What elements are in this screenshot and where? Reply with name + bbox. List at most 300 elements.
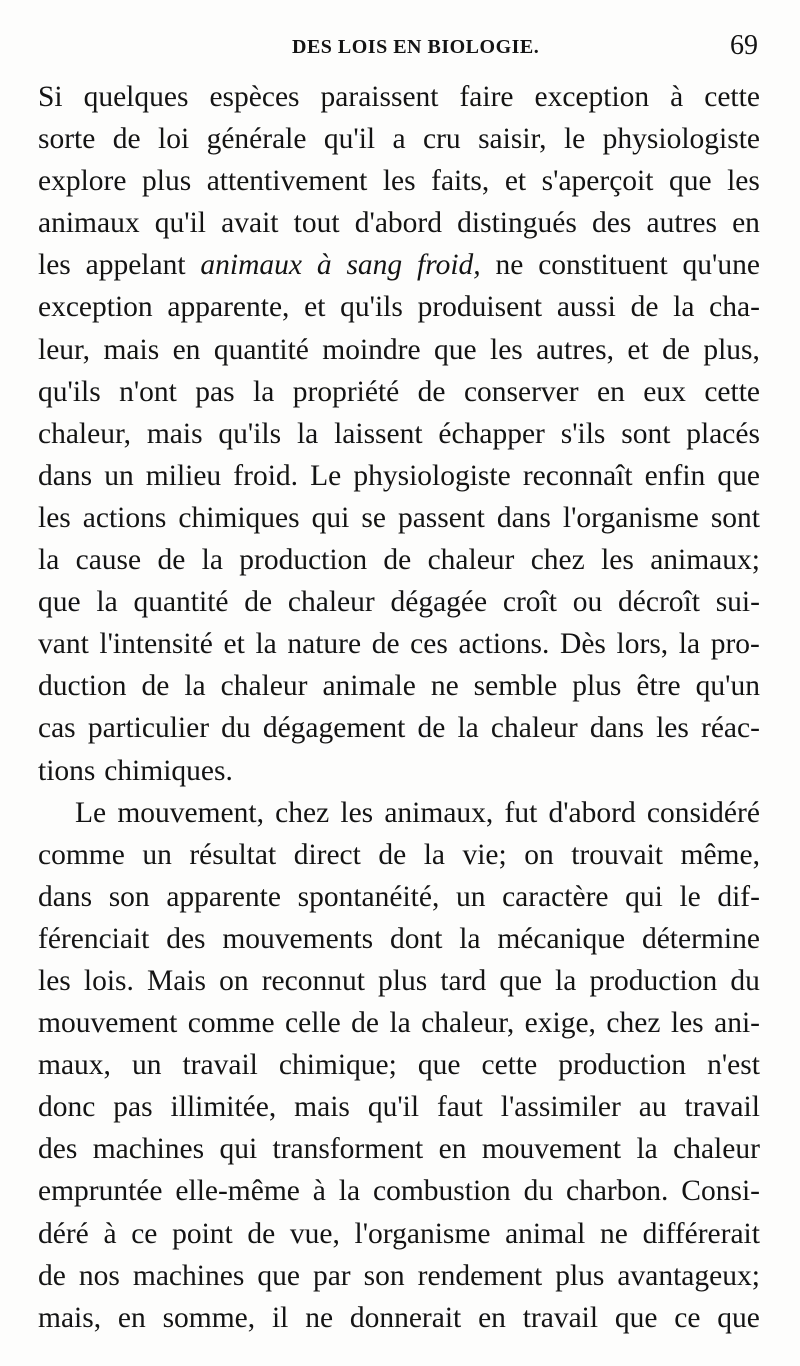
- word: reconnaît: [522, 459, 633, 492]
- word: chimiques.: [104, 754, 233, 787]
- word: a: [392, 123, 406, 156]
- word: de: [378, 838, 407, 871]
- word: qui: [311, 501, 350, 534]
- word: d'abord: [354, 207, 442, 240]
- word: un: [131, 1049, 162, 1082]
- text-line: [38, 455, 760, 497]
- word: la: [459, 922, 481, 955]
- word: animale: [322, 670, 416, 703]
- text-line: [38, 707, 760, 749]
- word: que: [668, 165, 712, 198]
- word: espèces: [209, 81, 300, 113]
- text-line: [38, 834, 760, 876]
- text-line: [38, 665, 760, 707]
- text-line: [38, 623, 760, 665]
- word: les: [727, 165, 760, 198]
- word: qu'il: [323, 123, 376, 156]
- word: chez: [530, 544, 585, 577]
- running-head: DES LOIS EN BIOLOGIE.: [292, 36, 540, 58]
- word: autres: [646, 207, 717, 240]
- word: de: [351, 1007, 380, 1040]
- word: elle-même: [175, 1175, 300, 1208]
- word: dégagée: [390, 586, 488, 619]
- text-line: [38, 497, 760, 539]
- word: la: [253, 375, 275, 408]
- text-line: [38, 371, 760, 413]
- word: mais: [146, 417, 203, 450]
- word: plus: [142, 165, 192, 198]
- word: s'ils: [560, 417, 606, 450]
- word: saisir,: [478, 123, 547, 156]
- word: quelques: [83, 81, 189, 113]
- word: passent: [397, 501, 485, 534]
- word: qu'il: [154, 207, 206, 240]
- word: plus: [572, 670, 622, 703]
- word: explore: [38, 165, 127, 198]
- text-line: [38, 750, 760, 792]
- word: milieu: [145, 459, 222, 492]
- word: mais: [103, 333, 160, 366]
- word: travail: [684, 1091, 760, 1124]
- word: échapper: [438, 417, 545, 450]
- word: caractère: [502, 880, 609, 913]
- text-line: [38, 960, 760, 1002]
- word: la: [457, 712, 479, 745]
- word: de: [383, 544, 412, 577]
- word: vie;: [462, 838, 507, 871]
- word: un: [104, 459, 134, 492]
- word: les: [38, 501, 71, 534]
- word: du: [523, 1175, 554, 1208]
- word: en: [732, 207, 760, 240]
- word: enfin: [644, 459, 706, 492]
- word: plus,: [703, 333, 760, 366]
- word: laissent: [334, 417, 423, 450]
- word: machines: [132, 1259, 245, 1292]
- body-text: [38, 76, 760, 1339]
- word: comme: [187, 1007, 275, 1040]
- page-number: 69: [730, 30, 758, 61]
- word: l'intensité: [99, 628, 213, 661]
- word: de: [371, 628, 400, 661]
- word: que: [417, 1049, 461, 1082]
- word: pro-: [710, 628, 760, 661]
- word: dans: [496, 501, 551, 534]
- word: mouvements: [222, 922, 374, 955]
- word: animaux: [200, 249, 302, 282]
- word: animal: [505, 1217, 586, 1250]
- word: décroît: [618, 586, 700, 619]
- word: ce: [674, 1301, 701, 1334]
- word: ne: [600, 1217, 628, 1250]
- text-line: [38, 876, 760, 918]
- word: en: [172, 333, 201, 366]
- word: la: [678, 628, 701, 661]
- word: des: [591, 207, 632, 240]
- word: la: [296, 417, 319, 450]
- word: être: [636, 670, 681, 703]
- word: fut: [504, 796, 538, 829]
- word: celle: [285, 1007, 341, 1040]
- word: de: [244, 586, 273, 619]
- word: combustion: [373, 1175, 511, 1208]
- word: paraissent: [320, 81, 439, 113]
- text-line: [38, 118, 760, 160]
- word: attentivement: [206, 165, 368, 198]
- word: chaleur: [673, 1133, 760, 1166]
- word: de: [38, 1259, 66, 1292]
- word: les: [490, 333, 523, 366]
- word: particulier: [87, 712, 210, 745]
- text-line: [38, 244, 760, 286]
- word: les: [340, 796, 374, 829]
- word: cas: [38, 712, 76, 745]
- word: et: [504, 165, 527, 198]
- word: chimique;: [278, 1049, 397, 1082]
- word: en: [597, 375, 625, 408]
- text-line: [38, 160, 760, 202]
- word: froid.: [233, 459, 299, 492]
- word: Mais: [147, 964, 206, 997]
- word: transforment: [272, 1133, 424, 1166]
- word: sang: [346, 249, 403, 282]
- word: à: [103, 1217, 117, 1250]
- word: spontanéité,: [297, 880, 440, 913]
- word: à: [312, 1175, 326, 1208]
- word: tions: [38, 754, 96, 787]
- word: chaleur: [490, 712, 578, 745]
- word: que: [614, 1301, 658, 1334]
- word: production: [558, 1049, 687, 1082]
- word: les: [38, 249, 71, 282]
- word: dans: [38, 880, 93, 913]
- word: la: [338, 1175, 361, 1208]
- word: tout: [293, 207, 340, 240]
- word: donc: [38, 1091, 96, 1124]
- word: quantité: [213, 333, 309, 366]
- word: actions.: [458, 628, 550, 661]
- word: dif-: [717, 880, 760, 913]
- word: propriété: [292, 375, 400, 408]
- word: animaux: [38, 207, 140, 240]
- word: actions: [82, 501, 167, 534]
- word: Consi-: [681, 1175, 760, 1208]
- word: machines: [92, 1133, 205, 1166]
- word: cause: [75, 544, 142, 577]
- word: le: [563, 123, 586, 156]
- word: apparente,: [167, 291, 290, 324]
- word: les: [601, 544, 634, 577]
- word: n'est: [707, 1049, 760, 1082]
- text-line: [38, 581, 760, 623]
- word: ces: [410, 628, 448, 661]
- word: à: [316, 249, 332, 282]
- word: la: [255, 628, 277, 661]
- word: de: [157, 544, 186, 577]
- word: un: [142, 838, 172, 871]
- text-line: [38, 1255, 760, 1297]
- word: que: [434, 333, 477, 366]
- word: rendement: [417, 1259, 543, 1292]
- word: par: [312, 1259, 351, 1292]
- word: qu'un: [695, 670, 760, 703]
- text-line: [38, 792, 760, 834]
- word: faire: [459, 81, 514, 113]
- word: chez: [275, 796, 330, 829]
- word: et: [223, 628, 245, 661]
- word: la: [673, 291, 695, 324]
- word: leur,: [38, 333, 91, 366]
- word: de: [112, 123, 141, 156]
- word: la: [201, 544, 223, 577]
- text-line: [38, 1086, 760, 1128]
- word: de: [662, 333, 690, 366]
- word: se: [361, 501, 386, 534]
- word: moindre: [322, 333, 421, 366]
- word: conserver: [463, 375, 579, 408]
- word: qu'ils: [38, 375, 101, 408]
- word: les: [656, 712, 689, 745]
- text-line: [38, 1213, 760, 1255]
- word: exige,: [524, 1007, 596, 1040]
- word: aussi: [556, 291, 616, 324]
- word: que: [38, 586, 81, 619]
- word: maux,: [38, 1049, 111, 1082]
- word: faut: [436, 1091, 483, 1124]
- word: détermine: [641, 922, 760, 955]
- text-line: [38, 286, 760, 328]
- word: même,: [680, 838, 760, 871]
- word: de: [247, 1217, 276, 1250]
- word: qui: [625, 880, 663, 913]
- word: son: [363, 1259, 405, 1292]
- word: pas: [195, 375, 235, 408]
- word: la: [184, 670, 206, 703]
- word: charbon.: [565, 1175, 669, 1208]
- word: il: [271, 1301, 289, 1334]
- word: qu'il: [367, 1091, 420, 1124]
- word: froid,: [417, 249, 481, 282]
- word: chaleur,: [38, 417, 131, 450]
- word: l'organisme: [354, 1217, 491, 1250]
- word: qu'ils: [218, 417, 282, 450]
- word: mouvement,: [117, 796, 264, 829]
- word: de: [417, 375, 446, 408]
- word: nos: [78, 1259, 120, 1292]
- word: travail: [182, 1049, 258, 1082]
- word: qu'ils: [340, 291, 403, 324]
- word: exception: [38, 291, 153, 324]
- word: l'assimiler: [500, 1091, 621, 1124]
- word: les: [670, 1007, 704, 1040]
- word: avantageux;: [617, 1259, 760, 1292]
- word: du: [221, 712, 251, 745]
- word: Dès: [560, 628, 606, 661]
- word: ani-: [714, 1007, 760, 1040]
- word: le: [679, 880, 701, 913]
- word: Le: [75, 796, 107, 829]
- word: la: [389, 1007, 411, 1040]
- text-line: [38, 329, 760, 371]
- word: de: [630, 291, 659, 324]
- word: lors,: [616, 628, 669, 661]
- text-line: [38, 202, 760, 244]
- word: ne: [495, 249, 524, 282]
- text-line: [38, 1002, 760, 1044]
- word: appelant: [85, 249, 186, 282]
- word: physiologiste: [602, 123, 760, 156]
- word: chez: [606, 1007, 661, 1040]
- word: cette: [704, 375, 760, 408]
- word: on: [219, 964, 249, 997]
- word: que: [499, 964, 542, 997]
- word: lois.: [83, 964, 134, 997]
- word: des: [166, 922, 206, 955]
- word: l'organisme: [562, 501, 699, 534]
- word: que: [717, 459, 760, 492]
- word: mouvement: [481, 1133, 622, 1166]
- word: duction: [38, 670, 127, 703]
- word: les: [38, 964, 71, 997]
- word: mouvement: [38, 1007, 178, 1040]
- word: résultat: [189, 838, 277, 871]
- word: faits,: [431, 165, 490, 198]
- word: dans: [38, 459, 93, 492]
- word: physiologiste: [353, 459, 511, 492]
- word: considéré: [646, 796, 760, 829]
- word: la: [423, 838, 445, 871]
- page-header: [40, 30, 758, 74]
- word: au: [638, 1091, 667, 1124]
- word: autres,: [536, 333, 614, 366]
- word: vant: [38, 628, 89, 661]
- word: point: [172, 1217, 233, 1250]
- text-line: [38, 76, 760, 118]
- word: chimiques: [178, 501, 300, 534]
- word: les: [382, 165, 416, 198]
- word: en: [438, 1133, 467, 1166]
- text-line: [38, 1297, 760, 1339]
- word: produisent: [417, 291, 543, 324]
- word: cha-: [709, 291, 760, 324]
- word: la: [555, 964, 577, 997]
- word: somme,: [162, 1301, 256, 1334]
- word: la: [636, 1133, 658, 1166]
- word: ne: [305, 1301, 334, 1334]
- word: s'aperçoit: [541, 165, 654, 198]
- word: tard: [440, 964, 487, 997]
- word: eux: [643, 375, 686, 408]
- word: ou: [572, 586, 603, 619]
- word: loi: [158, 123, 190, 156]
- word: réac-: [701, 712, 760, 745]
- word: cru: [423, 123, 461, 156]
- word: animaux;: [650, 544, 760, 577]
- text-line: [38, 1044, 760, 1086]
- word: férenciait: [38, 922, 150, 955]
- word: dégagement: [262, 712, 406, 745]
- word: mécanique: [497, 922, 626, 955]
- text-line: [38, 539, 760, 581]
- text-line: [38, 1128, 760, 1170]
- word: vue,: [289, 1217, 340, 1250]
- word: plus: [378, 964, 428, 997]
- word: différerait: [642, 1217, 760, 1250]
- word: sorte: [38, 123, 96, 156]
- word: à: [670, 81, 684, 113]
- word: croît: [502, 586, 557, 619]
- word: nature: [287, 628, 362, 661]
- word: distingués: [457, 207, 577, 240]
- word: ce: [131, 1217, 158, 1250]
- word: Si: [38, 81, 63, 113]
- word: son: [108, 880, 150, 913]
- text-line: [38, 413, 760, 455]
- text-line: [38, 1170, 760, 1212]
- word: mais,: [38, 1301, 102, 1334]
- word: cette: [481, 1049, 538, 1082]
- word: reconnut: [261, 964, 365, 997]
- word: placés: [686, 417, 760, 450]
- word: du: [730, 964, 760, 997]
- word: chaleur: [220, 670, 308, 703]
- word: apparente: [166, 880, 281, 913]
- word: la: [38, 544, 60, 577]
- text-line: [38, 918, 760, 960]
- word: chaleur,: [421, 1007, 515, 1040]
- word: semble: [473, 670, 558, 703]
- word: comme: [38, 838, 125, 871]
- word: ne: [430, 670, 459, 703]
- word: constituent: [538, 249, 668, 282]
- word: animaux,: [384, 796, 494, 829]
- word: trouvait: [571, 838, 663, 871]
- word: un: [455, 880, 486, 913]
- word: qui: [219, 1133, 258, 1166]
- word: de: [417, 712, 446, 745]
- word: direct: [293, 838, 361, 871]
- word: déré: [38, 1217, 89, 1250]
- word: la: [96, 586, 118, 619]
- word: dans: [589, 712, 644, 745]
- word: Le: [310, 459, 342, 492]
- word: sont: [710, 501, 760, 534]
- word: des: [38, 1133, 78, 1166]
- word: travail: [522, 1301, 599, 1334]
- word: de: [141, 670, 170, 703]
- word: que: [717, 1301, 760, 1334]
- word: que: [257, 1259, 300, 1292]
- word: cette: [704, 81, 760, 113]
- word: donnerait: [349, 1301, 462, 1334]
- word: exception: [534, 81, 650, 113]
- word: production: [589, 964, 718, 997]
- word: et: [304, 291, 326, 324]
- word: plus: [555, 1259, 605, 1292]
- word: on: [524, 838, 554, 871]
- word: qu'une: [682, 249, 760, 282]
- word: en: [478, 1301, 506, 1334]
- word: chaleur: [427, 544, 515, 577]
- word: dont: [389, 922, 443, 955]
- word: quantité: [133, 586, 229, 619]
- word: production: [239, 544, 368, 577]
- word: d'abord: [548, 796, 636, 829]
- word: sont: [621, 417, 671, 450]
- word: chaleur: [287, 586, 375, 619]
- word: sui-: [715, 586, 760, 619]
- word: avait: [221, 207, 279, 240]
